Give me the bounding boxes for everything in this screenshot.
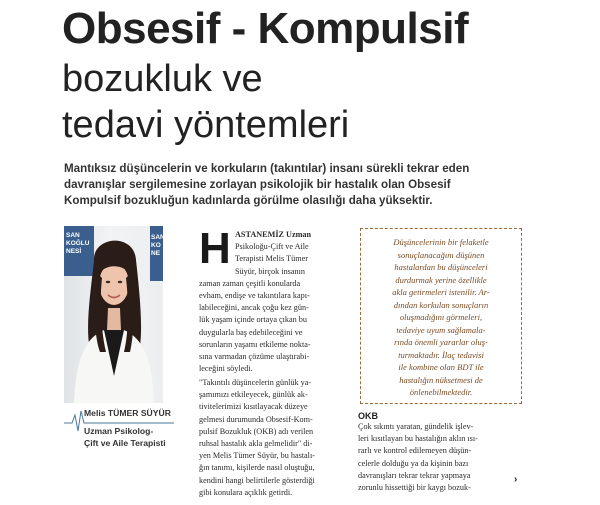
continue-arrow-icon: › — [514, 474, 518, 485]
body-line: kendini hangi belirtilerle gösterdiği — [199, 475, 315, 485]
pull-quote-box — [360, 228, 522, 404]
pull-quote-line: önlenebilmektedir. — [409, 387, 473, 397]
body-line: Süyür, birçok insanın — [235, 266, 305, 276]
person-title-line: Uzman Psikolog- — [84, 426, 154, 436]
body-line: şamımızı etkileyecek, günlük ak- — [199, 390, 308, 400]
sign-text-line: KOĞLU — [66, 240, 90, 247]
lead-line: Kompulsif bozukluğun kadınlarda görülme olasılığı daha yüksektir. — [64, 194, 433, 207]
lead-line: Mantıksız düşüncelerin ve korkuların (takıntılar) insanı sürekli tekrar eden — [64, 162, 470, 175]
section-heading-okb: OKB — [358, 411, 378, 421]
body-line: lük yaşam içinde ortaya çıkan bu — [199, 315, 307, 325]
body-line: gibi konulara açıklık getirdi. — [199, 487, 293, 497]
person-title — [84, 425, 166, 449]
body-line: pulsif Bozukluk (OKB) adı verilen — [199, 426, 314, 436]
pull-quote-line: oluşmadığını görmeleri, — [399, 312, 483, 322]
pull-quote-line: dından korkulan sonuçların — [393, 299, 489, 310]
body-line: leri kısıtlayan bu hastalığın aklın ısı- — [358, 434, 478, 444]
drop-cap: H — [199, 224, 231, 273]
body-line: Çok sıkıntı yaratan, gündelik işlev- — [358, 422, 474, 431]
body-line: duygularla baş edebileceğini ve — [199, 327, 303, 337]
pull-quote-line: durdurmak yerine özellikle — [395, 274, 487, 285]
body-column-2 — [358, 421, 528, 494]
pull-quote-line: sonuçlanacağını düşünen — [397, 249, 485, 260]
portrait-photo — [64, 226, 163, 403]
body-column-1 — [199, 224, 343, 375]
pull-quote-line: turmaktadır. İlaç tedavisi — [398, 349, 484, 360]
person-name: Melis TÜMER SÜYÜR — [84, 408, 171, 418]
lead-paragraph — [64, 161, 504, 209]
body-line: davranışları tekrar tekrar yapmaya — [358, 470, 471, 480]
body-line: celerle dolduğu ya da kişinin bazı — [358, 458, 469, 468]
body-line: ASTANEMİZ Uzman — [235, 230, 312, 239]
body-line: ğın tanımı, kişilerde nasıl oluştuğu, — [199, 463, 315, 473]
body-line: Psikoloğu-Çift ve Aile — [235, 242, 309, 252]
body-line: labileceğini, ancak çoğu kez gün- — [199, 303, 309, 313]
body-line: tivitelerimizi kısıtlayacak düzeye — [199, 402, 308, 412]
pull-quote-line: tedaviye uyum sağlamala- — [396, 324, 486, 335]
body-line: gelmesi durumunda Obsesif-Kom- — [199, 414, 313, 424]
sign-text-line: NESİ — [66, 248, 82, 255]
pull-quote-line: Düşüncelerinin bir felaketle — [393, 237, 489, 247]
body-line: leceğini söyledi. — [199, 364, 253, 374]
body-line: sorunların yaşamı etkileme nokta- — [199, 339, 311, 349]
body-line: zaman zaman çeşitli konularda — [199, 278, 301, 288]
woman-portrait-illustration — [64, 226, 163, 403]
pull-quote-line: rında önemli yararlar oluş- — [394, 337, 488, 347]
body-line: ruhsal hastalık akla gelmelidir" di- — [199, 439, 313, 449]
pull-quote-line: hastalardan bu düşünceleri — [394, 262, 488, 272]
sign-text-line: SAN — [151, 234, 165, 241]
body-line: zorunlu hissettiği bir kaygı bozuk- — [358, 483, 471, 493]
body-line: "Takıntılı düşüncelerin günlük ya- — [199, 378, 312, 387]
headline-line-2: bozukluk ve — [62, 58, 263, 100]
lead-line: davranışlar sergilemesine zorlayan psikolojik bir hastalık olan Obsesif — [64, 178, 451, 191]
body-line: yen Melis Tümer Süyür, bu hastalı- — [199, 451, 315, 461]
body-line: rarlı ve kontrol edilemeyen düşün- — [358, 446, 472, 456]
body-line: sına varmadan çözüme ulaştırabi- — [199, 352, 310, 362]
sign-text-line: KO — [151, 242, 161, 249]
headline-line-1: Obsesif - Kompulsif — [62, 4, 469, 53]
body-line: Terapisti Melis Tümer — [235, 254, 308, 264]
body-line: evham, endişe ve takıntılara kapı- — [199, 291, 310, 301]
sign-text-line: NE — [151, 250, 161, 257]
headline-line-3: tedavi yöntemleri — [62, 104, 350, 146]
person-title-line: Çift ve Aile Terapisti — [84, 438, 166, 448]
pull-quote-line: hastalığın nüksetmesi de — [399, 374, 483, 385]
sign-text-line: SAN — [66, 232, 80, 239]
pull-quote-line: ile kombine olan BDT ile — [398, 362, 484, 372]
body-column-1-continued — [199, 377, 345, 499]
pull-quote-line: akla getirmeleri istenilir. Ar- — [392, 287, 490, 297]
